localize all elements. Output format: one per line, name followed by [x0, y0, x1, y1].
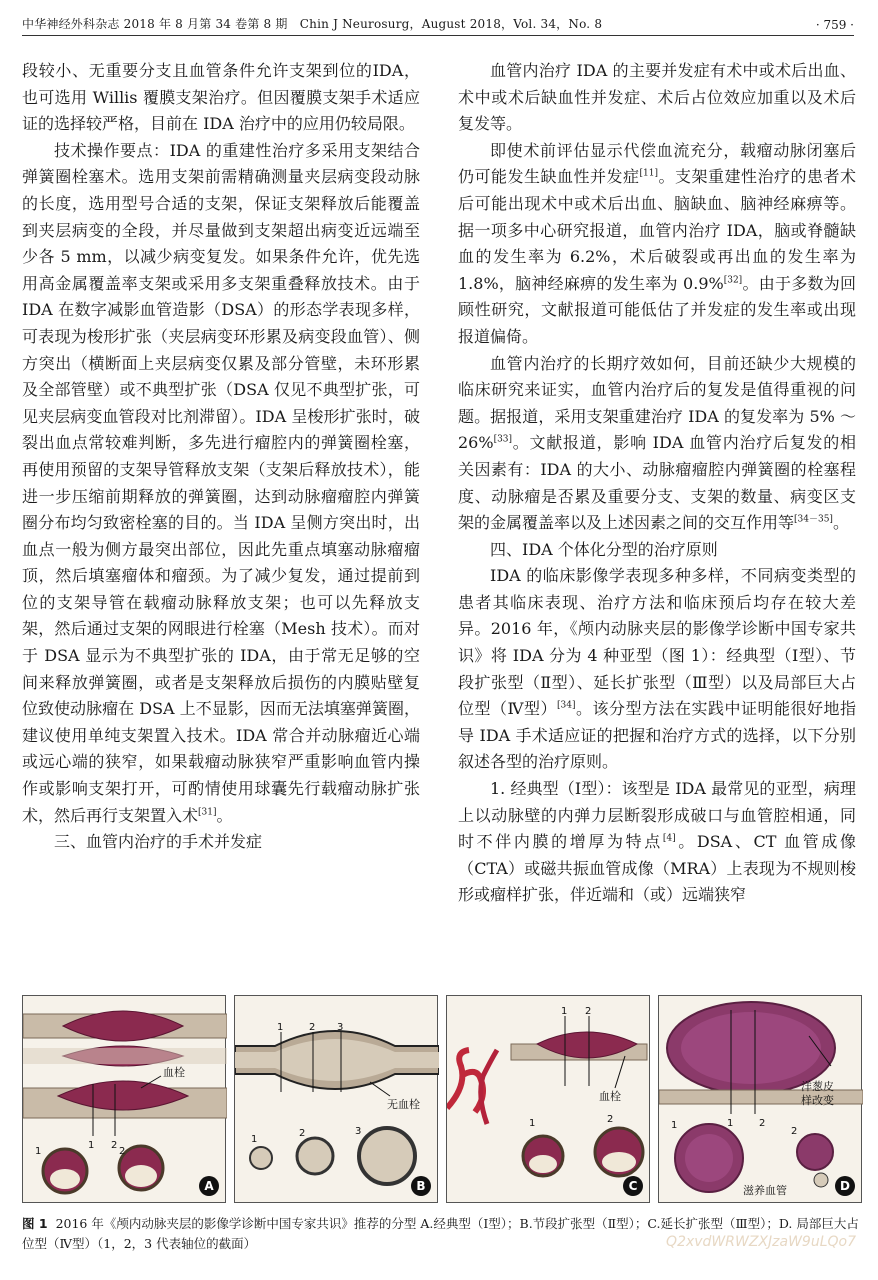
figure-panel-c — [446, 995, 650, 1203]
left-column — [22, 58, 420, 856]
panel-badge: C — [623, 1176, 643, 1196]
label-xsec-1: 1 — [671, 1120, 678, 1131]
paragraph: 1. 经典型（Ⅰ型）：该型是 IDA 最常见的亚型，病理上以动脉壁的内弹力层断裂形成破口与血管腔相通，同时不伴内膜的增厚为特点[4]。DSA、CT 血管成像（CTA）或磁共振血管成像（MRA）上表现为不规则梭形或瘤样扩张，伴近端和（或）远端狭窄 — [458, 779, 856, 905]
label-section-2: 2 — [759, 1118, 766, 1129]
label-xsec-2: 2 — [607, 1114, 614, 1125]
figure-panel-d — [658, 995, 862, 1203]
label-section-2: 2 — [585, 1006, 592, 1017]
label-onion-skin-2: 样改变 — [801, 1094, 834, 1107]
label-xsec-2: 2 — [119, 1146, 126, 1157]
citation[interactable]: [31] — [198, 807, 217, 818]
label-section-1: 1 — [277, 1022, 284, 1033]
running-header — [22, 10, 854, 36]
label-no-thrombus: 无血栓 — [387, 1098, 420, 1111]
page-number: · 759 · — [815, 18, 854, 32]
panel-b-illustration — [235, 996, 439, 1202]
panel-d-illustration — [659, 996, 863, 1202]
paragraph: 血管内治疗的长期疗效如何，目前还缺少大规模的临床研究来证实，血管内治疗后的复发是值得重视的问题。据报道，采用支架重建治疗 IDA 的复发率为 5% ～26%[33]。文献报道，影响 IDA 血管内治疗后复发的相关因素有：IDA 的大小、动脉瘤瘤腔内弹簧圈的栓塞程度、动脉瘤是否累及重要分支、支架的数量、病变区支架的金属覆盖率以及上述因素之间的交互作用等[34－35]。 — [458, 353, 856, 533]
citation[interactable]: [34－35] — [794, 514, 833, 525]
label-xsec-1: 1 — [251, 1134, 258, 1145]
label-section-1: 1 — [727, 1118, 734, 1129]
panel-badge: A — [199, 1176, 219, 1196]
journal-citation: 中华神经外科杂志 2018 年 8 月第 34 卷第 8 期 Chin J Neurosurg，August 2018，Vol. 34，No. 8 — [22, 17, 603, 31]
paragraph-technique: 技术操作要点：IDA 的重建性治疗多采用支架结合弹簧圈栓塞术。选用支架前需精确测量夹层病变段动脉的长度，选用型号合适的支架，保证支架释放后能覆盖到夹层病变的全段，并尽量做到支架超出病变近远端至少各 5 mm，以减少病变复发。如果条件允许，优先选用高金属覆盖率支架或采用多支架重叠释放技术。由于 IDA 在数字减影血管造影（DSA）的形态学表现多样，可表现为梭形扩张（夹层病变环形累及病变段血管）、侧方突出（横断面上夹层病变仅累及部分管壁，未环形累及全部管壁）或不典型扩张（DSA 仅见不典型扩张，可见夹层病变血管段对比剂滞留）。IDA 呈梭形扩张时，破裂出血点常较难判断，多先进行瘤腔内的弹簧圈栓塞，再使用预留的支架导管释放支架（支架后释放技术），能进一步压缩前期释放的弹簧圈，达到动脉瘤瘤腔内弹簧圈分布均匀致密栓塞的目的。当 IDA 呈侧方突出时，出血点一般为侧方最突出部位，因此先重点填塞动脉瘤瘤顶，然后填塞瘤体和瘤颈。为了减少复发，通过提前到位的支架导管在载瘤动脉释放支架；也可以先释放支架，然后通过支架的网眼进行栓塞（Mesh 技术）。而对于 DSA 显示为不典型扩张的 IDA，由于常无足够的空间来释放弹簧圈，或者是支架释放后损伤的内膜贴壁复位致使动脉瘤在 DSA 上不显影，因而无法填塞弹簧圈，建议使用单纯支架置入技术。IDA 常合并动脉瘤近心端或远心端的狭窄，如果载瘤动脉狭窄严重影响血管内操作或影响支架打开，可酌情使用球囊先行载瘤动脉扩张术，然后再行支架置入术[31]。 — [22, 140, 420, 825]
panel-a-illustration — [23, 996, 227, 1202]
figure-panel-b — [234, 995, 438, 1203]
section-heading: 四、IDA 个体化分型的治疗原则 — [490, 539, 718, 559]
panel-badge: D — [835, 1176, 855, 1196]
figure-caption-text: 2016 年《颅内动脉夹层的影像学诊断中国专家共识》推荐的分型 A.经典型（Ⅰ型）；B.节段扩张型（Ⅱ型）；C.延长扩张型（Ⅲ型）；D. 局部巨大占位型（Ⅳ型）（1，2，3 代表轴位的截面） — [22, 1216, 859, 1251]
label-section-2: 2 — [111, 1140, 118, 1151]
label-section-2: 2 — [309, 1022, 316, 1033]
paragraph: 即使术前评估显示代偿血流充分，载瘤动脉闭塞后仍可能发生缺血性并发症[11]。支架重建性治疗的患者术后可能出现术中或术后出血、脑缺血、脑神经麻痹等。据一项多中心研究报道，血管内治疗 IDA，脑或脊髓缺血的发生率为 6.2%，术后破裂或再出血的发生率为 1.8%，脑神经麻痹的发生率为 0.9%[32]。由于多数为回顾性研究，文献报道可能低估了并发症的发生率或出现报道偏倚。 — [458, 140, 856, 346]
watermark: Q2xvdWRWZXJzaW9uLQo7 — [666, 1234, 856, 1250]
label-vasa-vasorum: 滋养血管 — [743, 1184, 787, 1197]
section-heading: 三、血管内治疗的手术并发症 — [54, 832, 263, 852]
citation[interactable]: [4] — [662, 833, 676, 844]
label-section-1: 1 — [88, 1140, 95, 1151]
label-onion-skin: 洋葱皮 — [801, 1080, 834, 1093]
paragraph: 血管内治疗 IDA 的主要并发症有术中或术后出血、术中或术后缺血性并发症、术后占位效应加重以及术后复发等。 — [458, 61, 856, 134]
paragraph: IDA 的临床影像学表现多种多样，不同病变类型的患者其临床表现、治疗方法和临床预后均存在较大差异。2016 年，《颅内动脉夹层的影像学诊断中国专家共识》将 IDA 分为 4 种亚型（图 1）：经典型（Ⅰ型）、节段扩张型（Ⅱ型）、延长扩张型（Ⅲ型）以及局部巨大占位型（Ⅳ型）[34]。该分型方法在实践中证明能很好地指导 IDA 手术适应证的把握和治疗方式的选择，以下分别叙述各型的治疗原则。 — [458, 566, 856, 772]
citation[interactable]: [32] — [723, 275, 743, 286]
label-xsec-3: 3 — [355, 1126, 362, 1137]
label-xsec-2: 2 — [299, 1128, 306, 1139]
paragraph: 段较小、无重要分支且血管条件允许支架到位的IDA，也可选用 Willis 覆膜支架治疗。但因覆膜支架手术适应证的选择较严格，目前在 IDA 治疗中的应用仍较局限。 — [22, 61, 420, 134]
citation[interactable]: [33] — [493, 434, 513, 445]
label-xsec-1: 1 — [35, 1146, 42, 1157]
right-column — [458, 58, 856, 909]
figure-1 — [22, 995, 862, 1203]
panel-badge: B — [411, 1176, 431, 1196]
citation[interactable]: [34] — [557, 700, 576, 711]
label-xsec-1: 1 — [529, 1118, 536, 1129]
label-section-1: 1 — [561, 1006, 568, 1017]
label-thrombus: 血栓 — [163, 1066, 185, 1079]
panel-c-illustration — [447, 996, 651, 1202]
label-xsec-2: 2 — [791, 1126, 798, 1137]
citation[interactable]: [11] — [639, 169, 658, 180]
figure-panel-a — [22, 995, 226, 1203]
figure-number: 图 1 — [22, 1216, 48, 1231]
label-section-3: 3 — [337, 1022, 344, 1033]
label-thrombus: 血栓 — [599, 1090, 621, 1103]
